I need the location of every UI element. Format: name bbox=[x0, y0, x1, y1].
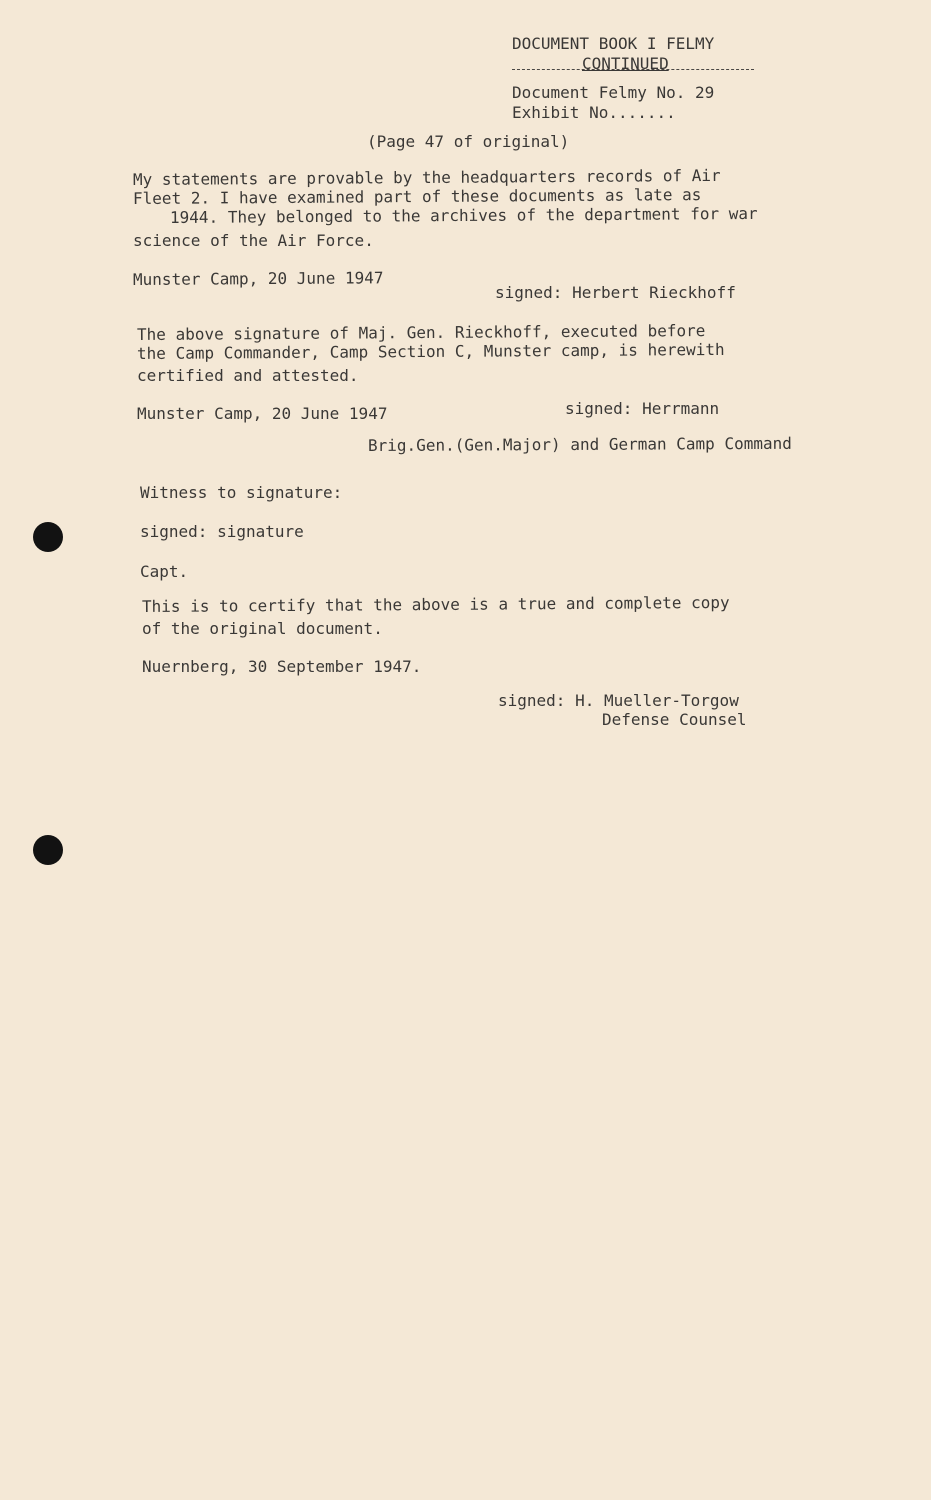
statement-line-3: 1944. They belonged to the archives of the department for war bbox=[169, 203, 758, 227]
statement-line-2: Fleet 2. I have examined part of these documents as late as bbox=[132, 185, 702, 208]
statement-line-1: My statements are provable by the headquarters records of Air bbox=[132, 165, 721, 189]
closing-signed: signed: H. Mueller-Torgow bbox=[498, 691, 739, 710]
first-place-date: Munster Camp, 20 June 1947 bbox=[132, 268, 384, 289]
second-signer-title: Brig.Gen.(Gen.Major) and German Camp Command bbox=[367, 433, 792, 455]
closing-role: Defense Counsel bbox=[602, 710, 747, 729]
witness-rank: Capt. bbox=[140, 562, 189, 581]
punch-hole-top bbox=[33, 522, 63, 552]
document-book-title: DOCUMENT BOOK I FELMY bbox=[512, 34, 715, 53]
first-signed: signed: Herbert Rieckhoff bbox=[495, 283, 736, 302]
punch-hole-bottom bbox=[33, 835, 63, 865]
page-reference: (Page 47 of original) bbox=[367, 132, 570, 151]
certification-line-3: certified and attested. bbox=[137, 366, 359, 385]
certification-line-2: the Camp Commander, Camp Section C, Munster camp, is herewith bbox=[136, 339, 725, 363]
closing-place-date: Nuernberg, 30 September 1947. bbox=[142, 657, 422, 676]
second-place-date: Munster Camp, 20 June 1947 bbox=[137, 404, 388, 423]
continued-label: CONTINUED bbox=[582, 54, 669, 73]
exhibit-number: Exhibit No....... bbox=[512, 103, 676, 122]
document-number: Document Felmy No. 29 bbox=[512, 83, 715, 102]
certification-line-1: The above signature of Maj. Gen. Rieckhoff, executed before bbox=[136, 321, 706, 344]
witness-signed: signed: signature bbox=[140, 522, 304, 541]
statement-line-4: science of the Air Force. bbox=[133, 231, 374, 250]
second-signed: signed: Herrmann bbox=[565, 399, 720, 418]
header-divider bbox=[512, 69, 754, 70]
copy-certification-line-1: This is to certify that the above is a true and complete copy bbox=[141, 592, 730, 616]
copy-certification-line-2: of the original document. bbox=[142, 619, 383, 638]
witness-heading: Witness to signature: bbox=[140, 483, 343, 502]
